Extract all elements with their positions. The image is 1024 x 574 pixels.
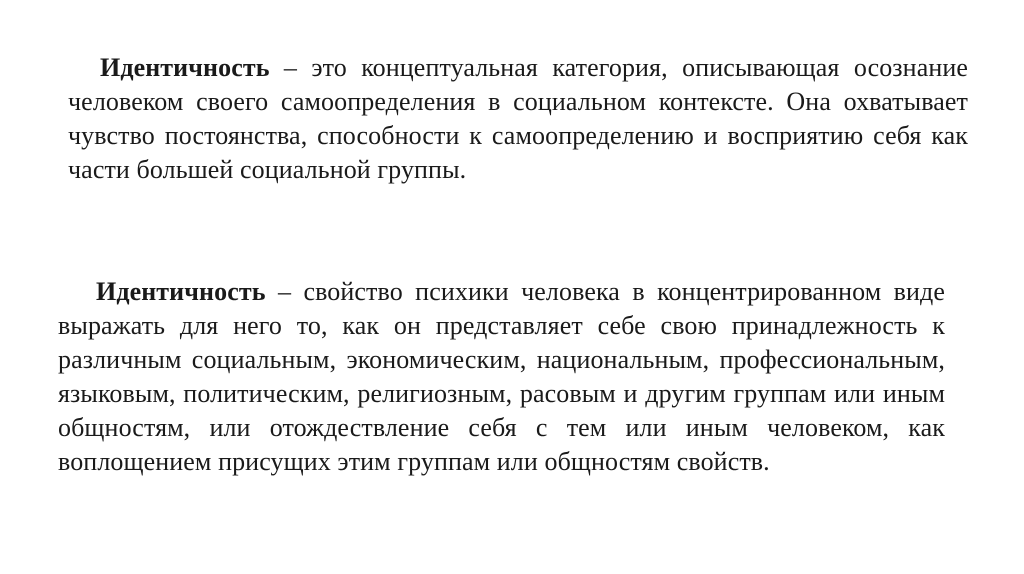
definition-term-1: Идентичность [100, 53, 270, 82]
definition-text-1: – это концептуальная категория, описывающая осознание человеком своего самоопределения в социальном контексте. Она охватывает чувство постоянства, способности к самоопределению и восприятию себя как части большей социальной группы. [68, 53, 968, 184]
definition-term-2: Идентичность [96, 277, 266, 306]
definition-text-2: – свойство психики человека в концентрированном виде выражать для него то, как он представляет себе свою принадлежность к различным социальным, экономическим, национальным, профессиональным, языковым, политическим, религиозным, расовым и другим группам или иным общностям, или отождествление себя с тем или иным человеком, как воплощением присущих этим группам или общностям свойств. [58, 277, 945, 476]
definition-paragraph-1 [68, 51, 968, 187]
definition-paragraph-2 [58, 275, 945, 479]
